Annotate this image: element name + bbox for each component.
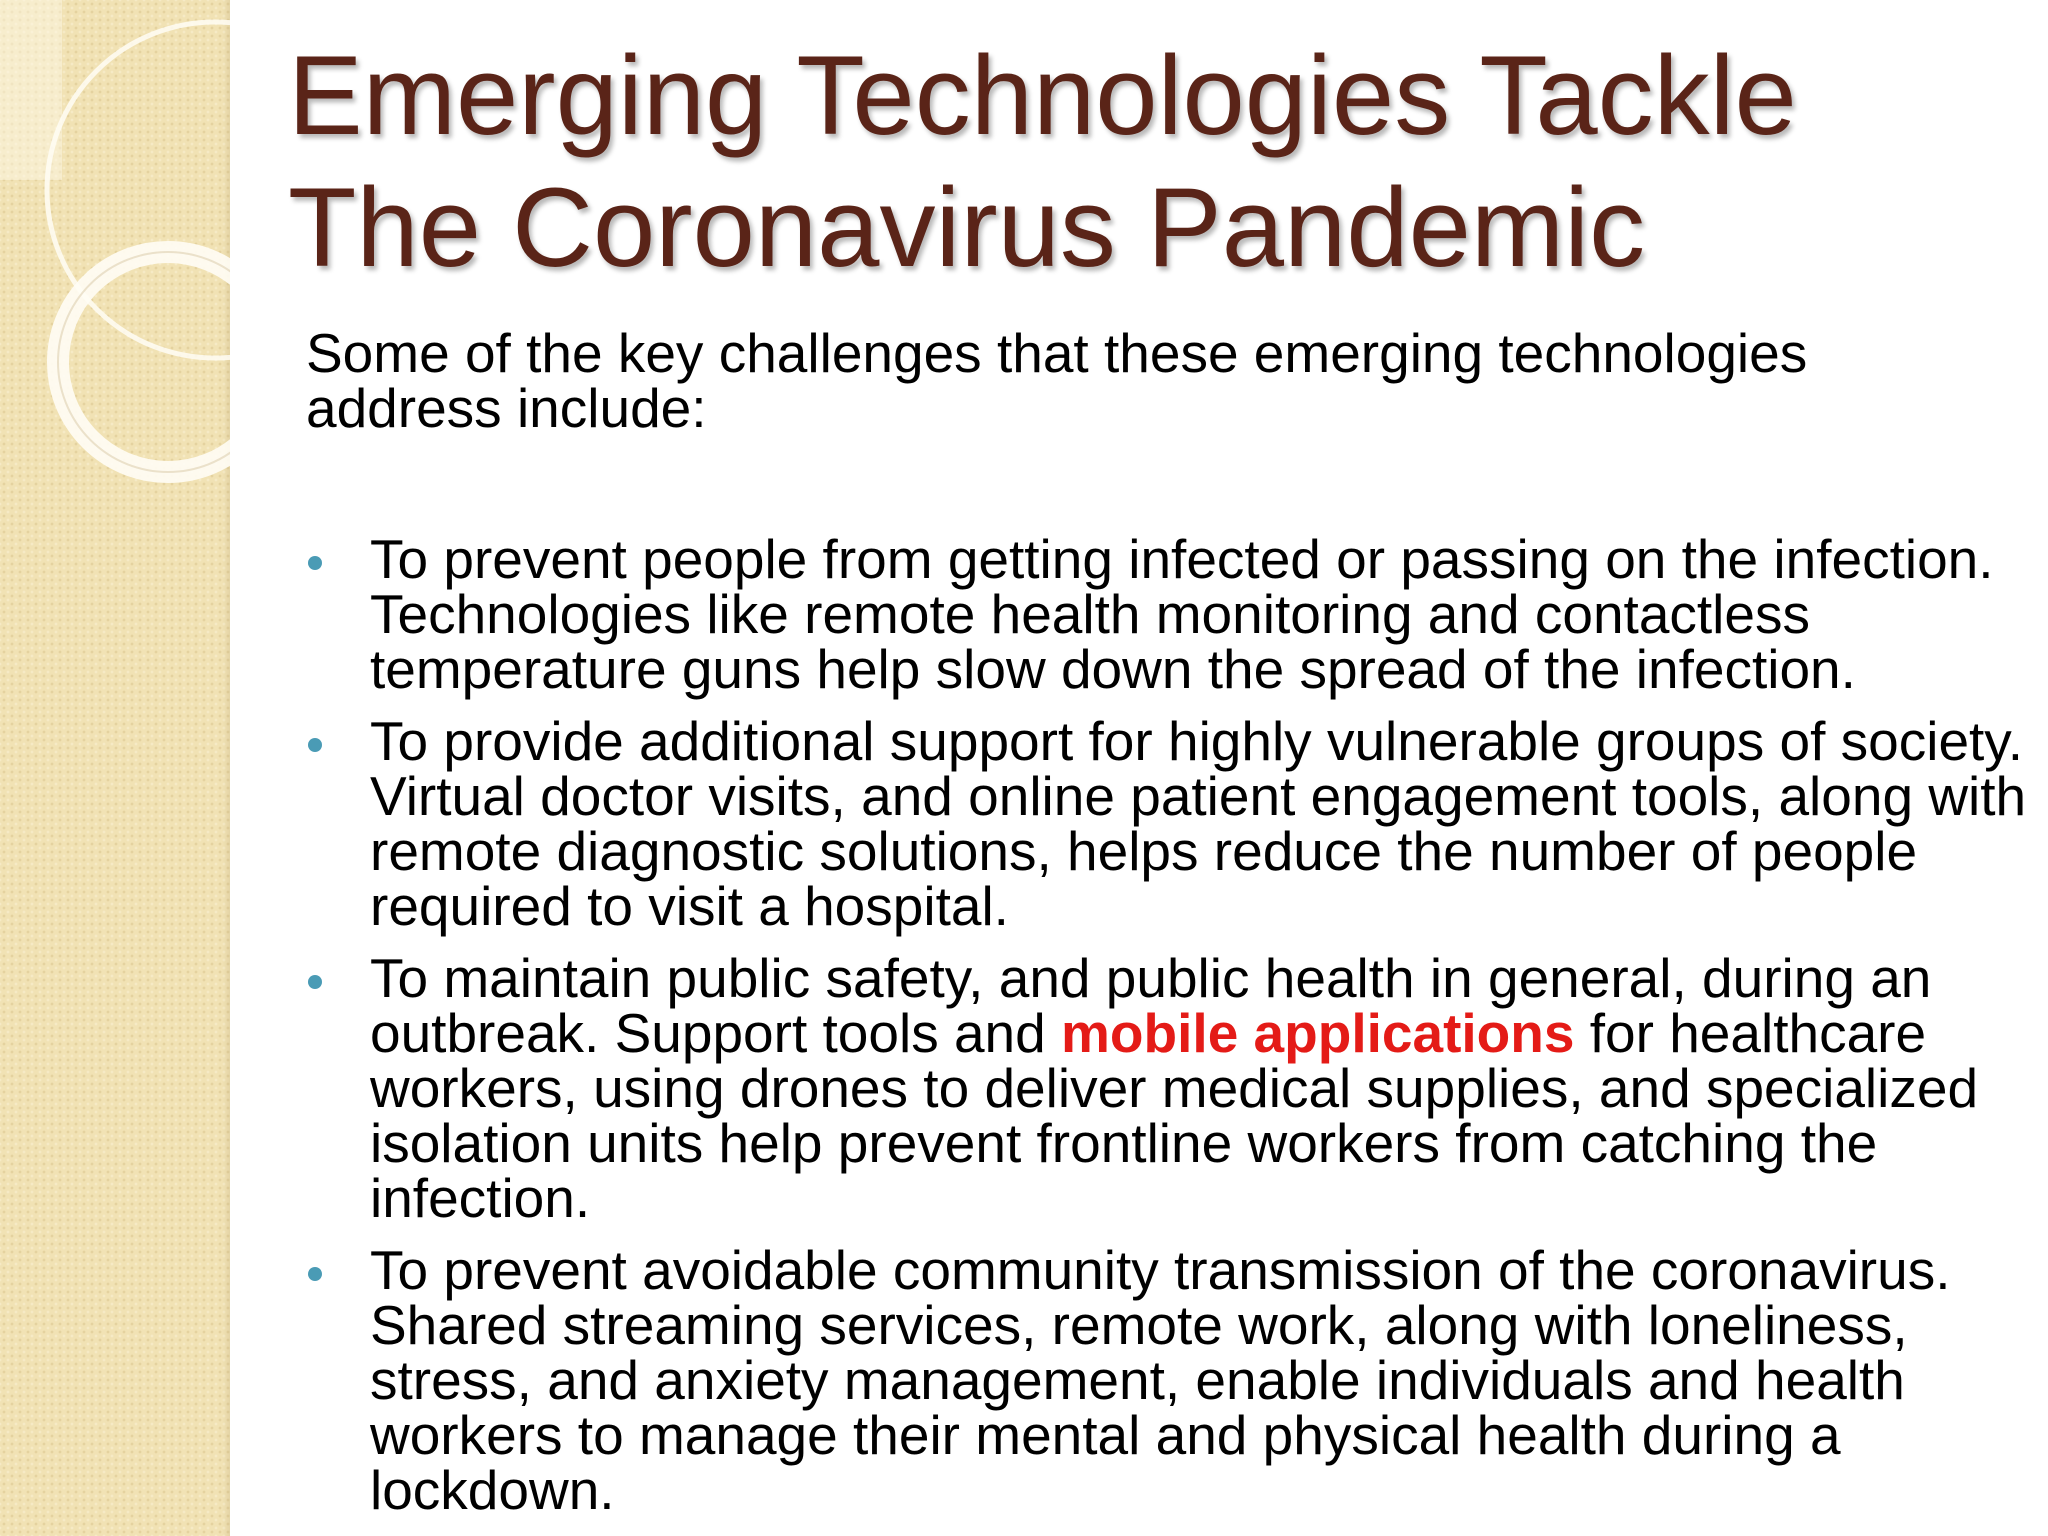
decorative-rings-icon: [0, 0, 230, 520]
bullet-dot-icon: [308, 1267, 322, 1281]
bullet-dot-icon: [308, 975, 322, 989]
bullet-list: [306, 528, 2027, 1521]
bullet-item: [306, 947, 2030, 1229]
intro-text: Some of the key challenges that these emerging technologies address include:: [306, 322, 1808, 439]
bullet-text: To provide additional support for highly vulnerable groups of society. Virtual doctor visits, and online patient engagement tools, along with remote diagnostic solutions, helps reduce the number of people required to visit a hospital.: [370, 710, 2027, 937]
bullet-text-after: for healthcare workers, using drones to deliver medical supplies, and specialized isolation units help prevent frontline workers from catching the infection.: [370, 1002, 1979, 1229]
bullet-item: [306, 1239, 2030, 1521]
bullet-dot-icon: [308, 556, 322, 570]
bullet-dot-icon: [308, 738, 322, 752]
bullet-item: [306, 710, 2030, 937]
bullet-text: To prevent avoidable community transmission of the coronavirus. Shared streaming services, remote work, along with loneliness, stress, and anxiety management, enable individuals and health workers to manage their mental and physical health during a lockdown.: [370, 1239, 1951, 1521]
highlight-link[interactable]: mobile applications: [1061, 1002, 1575, 1064]
bullet-text-before: To maintain public safety, and public health in general, during an outbreak. Support tools and: [370, 947, 1932, 1064]
bullet-text: To prevent people from getting infected or passing on the infection. Technologies like remote health monitoring and contactless temperature guns help slow down the spread of the infection.: [370, 528, 1994, 700]
bullet-item: [306, 528, 2030, 700]
slide-title: Emerging Technologies Tackle The Coronavirus Pandemic: [288, 33, 1797, 290]
slide-body: [306, 322, 2027, 1535]
